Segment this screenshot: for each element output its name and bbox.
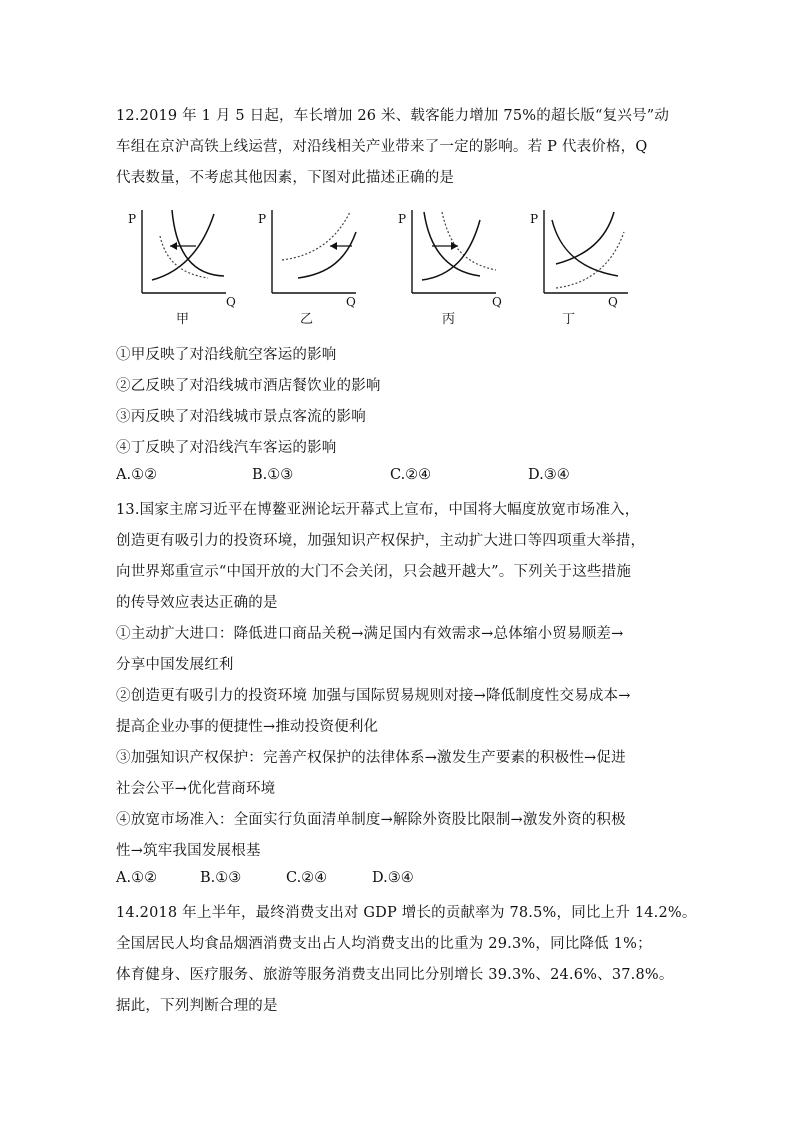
graph-jia [124, 200, 254, 330]
q14-line-1: 14.2018 年上半年，最终消费支出对 GDP 增长的贡献率为 78.5%，同比上升 14.2%。 [116, 905, 697, 921]
graph-bing-name: 丙 [442, 312, 456, 327]
graph-jia-q-label: Q [226, 295, 236, 309]
q13-line-12: 性→筑牢我国发展根基 [116, 843, 261, 859]
q13-line-5: ①主动扩大进口：降低进口商品关税→满足国内有效需求→总体缩小贸易顺差→ [116, 626, 624, 642]
q13-line-6: 分享中国发展红利 [116, 657, 234, 673]
q12-line-2: 车组在京沪高铁上线运营，对沿线相关产业带来了一定的影响。若 P 代表价格，Q [116, 139, 648, 155]
graph-bing-q-label: Q [492, 295, 502, 309]
q12-item-1: ①甲反映了对沿线航空客运的影响 [116, 347, 337, 363]
q13-option-d[interactable]: D.③④ [372, 870, 414, 886]
q14-line-2: 全国居民人均食品烟酒消费支出占人均消费支出的比重为 29.3%，同比降低 1%； [116, 936, 652, 952]
q13-line-2: 创造更有吸引力的投资环境，加强知识产权保护，主动扩大进口等四项重大举措， [116, 533, 646, 549]
q12-option-b[interactable]: B.①③ [252, 467, 294, 483]
graph-yi-name: 乙 [300, 312, 314, 327]
q12-option-c[interactable]: C.②④ [390, 467, 432, 483]
q13-line-8: 提高企业办事的便捷性→推动投资便利化 [116, 719, 379, 735]
graph-bing-p-label: P [398, 212, 407, 226]
q13-line-4: 的传导效应表达正确的是 [116, 595, 278, 611]
q14-line-3: 体育健身、医疗服务、旅游等服务消费支出同比分别增长 39.3%、24.6%、37.8%。 [116, 967, 674, 983]
q13-line-9: ③加强知识产权保护：完善产权保护的法律体系→激发生产要素的积极性→促进 [116, 750, 626, 766]
graph-bing-plot [394, 200, 524, 330]
q13-option-b[interactable]: B.①③ [200, 870, 242, 886]
q14-line-4: 据此，下列判断合理的是 [116, 998, 278, 1014]
q12-item-4: ④丁反映了对沿线汽车客运的影响 [116, 440, 337, 456]
q13-line-3: 向世界郑重宣示“中国开放的大门不会关闭，只会越开越大”。下列关于这些措施 [116, 564, 632, 580]
q12-line-1: 12.2019 年 1 月 5 日起，车长增加 26 米、载客能力增加 75%的超长版“复兴号”动 [116, 108, 670, 124]
q13-line-1: 13.国家主席习近平在博鳌亚洲论坛开幕式上宣布，中国将大幅度放宽市场准入， [116, 502, 640, 518]
q13-option-c[interactable]: C.②④ [286, 870, 328, 886]
q13-line-7: ②创造更有吸引力的投资环境 加强与国际贸易规则对接→降低制度性交易成本→ [116, 688, 631, 704]
graph-jia-name: 甲 [176, 312, 190, 327]
graph-ding-p-label: P [530, 212, 539, 226]
graph-yi-p-label: P [258, 212, 267, 226]
q13-line-10: 社会公平→优化营商环境 [116, 781, 276, 797]
graph-ding [526, 200, 656, 330]
q13-line-11: ④放宽市场准入：全面实行负面清单制度→解除外资股比限制→激发外资的积极 [116, 812, 626, 828]
graph-yi [254, 200, 384, 330]
graph-ding-q-label: Q [608, 295, 618, 309]
graph-yi-plot [254, 200, 384, 330]
graph-ding-name: 丁 [562, 312, 576, 327]
graph-yi-q-label: Q [346, 295, 356, 309]
q12-option-d[interactable]: D.③④ [528, 467, 570, 483]
q12-item-3: ③丙反映了对沿线城市景点客流的影响 [116, 409, 366, 425]
q12-item-2: ②乙反映了对沿线城市酒店餐饮业的影响 [116, 378, 381, 394]
q12-option-a[interactable]: A.①② [116, 467, 158, 483]
graph-jia-p-label: P [128, 212, 137, 226]
graph-bing [394, 200, 524, 330]
graph-ding-plot [526, 200, 656, 330]
q12-line-3: 代表数量，不考虑其他因素，下图对此描述正确的是 [116, 170, 455, 186]
q13-option-a[interactable]: A.①② [116, 870, 158, 886]
